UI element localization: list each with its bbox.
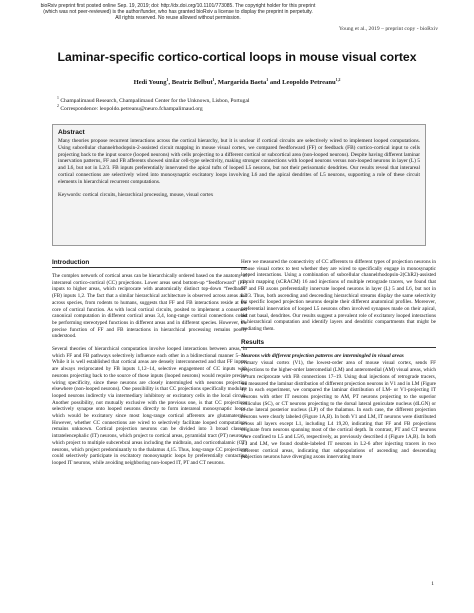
- author-affiliation-mark: 1,2: [335, 77, 341, 82]
- affiliations: [57, 97, 249, 113]
- preprint-header-line: (which was not peer-reviewed) is the author/funder, who has granted bioRxiv a license to display the preprint in perpetuity.: [43, 9, 313, 15]
- author-name: Margarida Baeta: [217, 79, 267, 86]
- affiliation-text: Champalimaud Research, Champalimaud Center for the Unknown, Lisbon, Portugal: [60, 98, 250, 104]
- affiliation-mark: 2: [57, 104, 59, 109]
- affiliation-mark: 1: [57, 96, 59, 101]
- author-name: Beatriz Belbut: [171, 79, 213, 86]
- body-paragraph: Here we measured the connectivity of CC afferents to different types of projection neurons in mouse visual cortex to test whether they are wired to specifically engage in monosynaptic looped interactions. Using a combination of subcellular channelrhodopsin-2(ChR2)-assisted circuit mapping (sCRACM) 16 and injections of multiple retrograde tracers, we found that FF and FB axons preferentially innervate looped neurons in layer (L) 5 and L6, but not in L2/3. Thus, both ascending and descending hierarchical streams display the same selectivity for specific looped projection neurons despite their different anatomical profiles. Moreover, preferential innervation of looped L5 neurons often involved synapses made on their apical, but not basal, dendrites. Our results suggest a prevalent role of excitatory looped interactions in hierarchical computation and identify layers and dendritic compartments that might be mediating them.: [241, 259, 436, 333]
- subsection-heading: Neurons with different projection patterns are intermingled in visual areas: [241, 352, 404, 359]
- paper-title: Laminar-specific cortico-cortical loops in mouse visual cortex: [57, 50, 417, 64]
- preprint-header: [28, 3, 328, 21]
- author-name: Leopoldo Petreanu: [282, 79, 336, 86]
- left-column: [52, 259, 247, 473]
- section-heading-introduction: Introduction: [52, 259, 247, 268]
- correspondence-text: Correspondence: leopoldo.petreanu@neuro.fchampalimaud.org: [60, 106, 203, 112]
- right-column: [241, 259, 436, 467]
- author-list: Hedi Young$^1$, Beatriz Belbut$^1$, Margarida Baeta$^1$ and Leopoldo Petreanu$^{1,2}$: [133, 77, 341, 86]
- affiliation: [57, 105, 249, 113]
- abstract-text: Many theories propose recurrent interactions across the cortical hierarchy, but it is unclear if cortical circuits are selectively wired to implement looped computations. Using subcellular channelrhodopsin-2-assisted circuit mapping in mouse visual cortex, we compared feedforward (FF) or feedback (FB) cortico-cortical input to cells projecting back to the input source (looped neurons) with cells projecting to a different cortical or subcortical area (non-looped neurons). Despite having different laminar innervation patterns, FF and FB afferents showed similar cell-type selectivity, making stronger connections with looped neurons versus non-looped neurons in layer (L) 5 and L6, but not in L2/3. FB inputs preferentially innervated the apical tufts of looped L5 neurons, but not their perisomatic dendrites. Our results reveal that interareal cortical connections are selectively wired into monosynaptic excitatory loops involving L6 and the apical dendrites of L5 neurons, supporting a role of these circuit elements in hierarchical recurrent computations.: [58, 138, 420, 185]
- abstract-heading: Abstract: [58, 129, 85, 136]
- author-affiliation-mark: 1: [166, 77, 169, 82]
- body-paragraph: The complex network of cortical areas can be hierarchically ordered based on the anatomy of interareal cortico-cortical (CC) projections. Lower areas send bottom-up “feedforward” (FF) inputs to higher areas, which reciprocate with anatomically distinct top-down “feedback” (FB) inputs 1,2. The fact that a similar hierarchical architecture is observed across areas and across species, from rodents to humans, suggests that FF and FB interactions reside at the core of cortical function. As with local cortical circuits, posited to implement a conserved canonical computation in different cortical areas 3,4, long-range cortical connections could be performing stereotyped functions in different areas and in different species. However, the precise function of FF and FB interactions in hierarchical processing remains poorly understood.: [52, 273, 247, 340]
- keywords: Keywords: cortical circuits, hierarchical processing, mouse, visual cortex: [58, 191, 214, 198]
- preprint-header-line: All rights reserved. No reuse allowed without permission.: [115, 15, 241, 21]
- running-head: Young et al., 2019 – preprint copy - bioRxiv: [338, 26, 438, 32]
- affiliation: [57, 97, 249, 105]
- author-affiliation-mark: 1: [212, 77, 215, 82]
- page-number: 1: [431, 581, 434, 587]
- author-affiliation-mark: 1: [266, 77, 269, 82]
- section-heading-results: Results: [241, 339, 436, 348]
- author-name: Hedi Young: [133, 79, 167, 86]
- body-paragraph: Several theories of hierarchical computation involve looped interactions between areas, in which FF and FB pathways selectively influence each other in a bidirectional manner 5–11. While it is well established that cortical areas are densely interconnected and that FF inputs are always reciprocated by FB inputs 1,12–14, selective engagement of CC inputs with neurons projecting back to the source of those inputs (looped neurons) would require precise wiring specificity, since these neurons are closely intermingled with neurons projecting elsewhere (non-looped neurons). One possibility is that CC projections specifically modulate looped neurons indirectly via intermediary inhibitory or excitatory cells in the local circuit. Another possibility, not mutually exclusive with the previous one, is that CC projections selectively synapse onto looped neurons directly to form interareal monosynaptic loops, which would be excitatory since most long-range cortical afferents are glutamatergic. However, whether CC connections are wired to selectively facilitate looped computations remains unknown. Cortical projection neurons can be divided into 3 broad classes: intratelencephalic (IT) neurons, which project to cortical areas, pyramidal tract (PT) neurons, which project to multiple subcerebral areas including the midbrain, and corticothalamic (CT) neurons, which project predominantly to the thalamus 4,15. Thus, long-range CC projections could selectively participate in excitatory monosynaptic loops by preferentially contacting looped IT neurons, while avoiding neighboring non-looped IT, PT and CT neurons.: [52, 346, 247, 466]
- preprint-header-line: bioRxiv preprint first posted online Sep. 19, 2019; doi: http://dx.doi.org/10.1101/773085. The copyright holder for this preprint: [40, 3, 316, 9]
- body-paragraph: Primary visual cortex (V1), the lowest-order area of mouse visual cortex, sends FF projections to the higher-order lateromedial (LM) and anteromedial (AM) visual areas, which in turn reciprocate with FB connections 17–19. Using dual injections of retrograde tracers, we measured the laminar distribution of different projection neurons in V1 and in LM (Figure 1). In each experiment, we compared the laminar distribution of LM- or V1-projecting IT neurons with other IT neurons projecting to AM, PT neurons projecting to the superior colliculus (SC), or CT neurons projecting to the dorsal lateral geniculate nucleus (dLGN) or to the lateral posterior nucleus (LP) of the thalamus. In each case, the different projection neurons were clearly labeled (Figure 1A,B). In both V1 and LM, IT neurons were distributed across all layers except L1, including L4 19,20, indicating that FF and FB projections originate from neurons spanning most of the cortical depth. In contrast, PT and CT neurons were confined to L5 and L5/6, respectively, as previously described 4 (Figure 1A,B). In both V1 and LM, we found double-labeled IT neurons in L2-6 after injecting tracers in two different cortical areas, indicating that subpopulations of ascending and descending projection neurons have diverging axons innervating more: [241, 360, 436, 461]
- abstract-box: [52, 124, 426, 246]
